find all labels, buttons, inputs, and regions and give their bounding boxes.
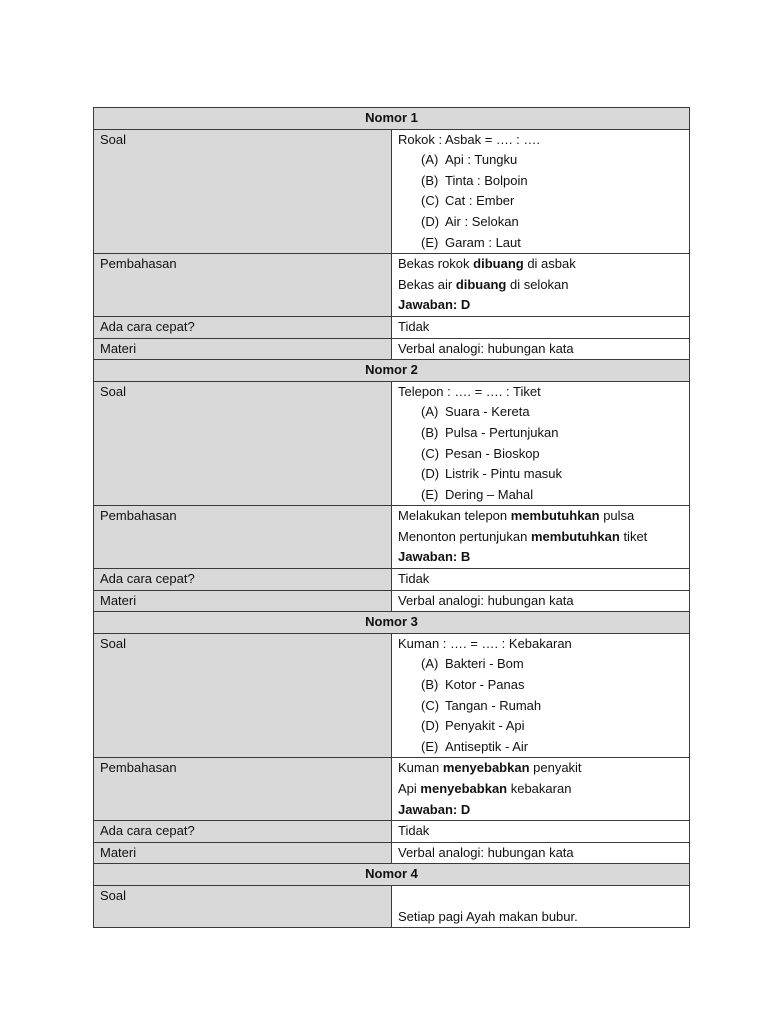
option-d	[398, 212, 683, 233]
option-text: Api : Tungku	[445, 152, 518, 168]
option-c	[398, 191, 683, 212]
question-row	[94, 129, 690, 254]
shortcut-value: Tidak	[392, 821, 690, 843]
label-pembahasan: Pembahasan	[94, 758, 392, 821]
item-header: Nomor 1	[94, 108, 690, 130]
option-letter: (B)	[421, 172, 439, 188]
shortcut-value: Tidak	[392, 316, 690, 338]
label-pembahasan: Pembahasan	[94, 506, 392, 569]
question-text: Kuman : …. = …. : Kebakaran	[398, 635, 572, 651]
shortcut-row	[94, 821, 690, 843]
explanation-pre: Kuman	[398, 760, 443, 776]
option-a	[398, 654, 683, 675]
label-soal: Soal	[94, 129, 392, 254]
option-letter: (D)	[421, 718, 440, 734]
explanation-line	[398, 779, 683, 800]
option-a	[398, 402, 683, 423]
option-c	[398, 444, 683, 465]
explanation-pre: Api	[398, 781, 421, 796]
option-letter: (B)	[421, 677, 439, 693]
item-header-row	[94, 360, 690, 382]
explanation-line	[398, 506, 683, 527]
option-a	[398, 150, 683, 171]
explanation-post: di selokan	[506, 276, 569, 292]
option-letter: (B)	[421, 424, 439, 440]
label-materi: Materi	[94, 842, 392, 864]
question-cell	[392, 381, 690, 506]
explanation-row	[94, 758, 690, 821]
explanation-keyword: dibuang	[473, 256, 524, 272]
label-cepat: Ada cara cepat?	[94, 316, 392, 338]
topic-value: Verbal analogi: hubungan kata	[392, 590, 690, 612]
option-text: Pulsa - Pertunjukan	[445, 424, 559, 440]
option-letter: (A)	[421, 152, 439, 168]
option-e	[398, 233, 683, 254]
explanation-line	[398, 275, 683, 296]
topic-row	[94, 590, 690, 612]
option-letter: (E)	[421, 738, 439, 754]
explanation-post: di asbak	[523, 256, 576, 272]
explanation-cell	[392, 254, 690, 317]
explanation-row	[94, 254, 690, 317]
option-text: Listrik - Pintu masuk	[445, 466, 563, 482]
explanation-pre: Bekas air	[398, 276, 456, 292]
topic-row	[94, 842, 690, 864]
option-letter: (E)	[421, 486, 439, 502]
question-cell	[392, 129, 690, 254]
explanation-keyword: membutuhkan	[530, 528, 620, 544]
topic-value: Verbal analogi: hubungan kata	[392, 842, 690, 864]
answer-text: Jawaban: D	[398, 801, 471, 817]
answer-text: Jawaban: B	[398, 549, 471, 565]
option-c	[398, 696, 683, 717]
option-letter: (D)	[421, 466, 440, 482]
option-letter: (A)	[421, 656, 439, 672]
shortcut-row	[94, 316, 690, 338]
explanation-post: kebakaran	[507, 781, 572, 796]
option-letter: (C)	[421, 697, 440, 713]
item-header: Nomor 2	[94, 360, 690, 382]
item-header: Nomor 3	[94, 612, 690, 634]
option-text: Tinta : Bolpoin	[445, 172, 528, 188]
option-letter: (E)	[421, 234, 439, 250]
explanation-keyword: dibuang	[455, 276, 507, 292]
explanation-post: penyakit	[529, 760, 582, 776]
option-letter: (C)	[421, 445, 440, 461]
option-d	[398, 716, 683, 737]
item-header-row	[94, 612, 690, 634]
question-table-body	[94, 108, 690, 928]
explanation-post: tiket	[619, 528, 648, 544]
question-cell	[392, 885, 690, 927]
question-row	[94, 633, 690, 758]
option-letter: (C)	[421, 193, 440, 209]
explanation-keyword: membutuhkan	[510, 508, 600, 524]
option-letter: (A)	[421, 404, 439, 420]
question-cell	[392, 633, 690, 758]
option-text: Bakteri - Bom	[445, 656, 524, 672]
question-text: Setiap pagi Ayah makan bubur.	[398, 908, 578, 924]
topic-value: Verbal analogi: hubungan kata	[392, 338, 690, 360]
blank-line	[398, 886, 683, 907]
option-b	[398, 171, 683, 192]
explanation-line	[398, 758, 683, 779]
question-row	[94, 885, 690, 927]
label-cepat: Ada cara cepat?	[94, 821, 392, 843]
label-pembahasan: Pembahasan	[94, 254, 392, 317]
topic-row	[94, 338, 690, 360]
label-soal: Soal	[94, 633, 392, 758]
option-text: Tangan - Rumah	[445, 697, 542, 713]
explanation-post: pulsa	[599, 508, 635, 524]
explanation-pre: Melakukan telepon	[398, 508, 511, 524]
option-d	[398, 464, 683, 485]
option-text: Pesan - Bioskop	[445, 445, 540, 461]
item-header: Nomor 4	[94, 864, 690, 886]
option-text: Garam : Laut	[445, 234, 521, 250]
explanation-line	[398, 254, 683, 275]
label-soal: Soal	[94, 381, 392, 506]
explanation-pre: Menonton pertunjukan	[398, 528, 531, 544]
explanation-row	[94, 506, 690, 569]
item-header-row	[94, 864, 690, 886]
option-text: Kotor - Panas	[445, 677, 525, 693]
question-text: Rokok : Asbak = …. : ….	[398, 131, 540, 147]
option-text: Suara - Kereta	[445, 404, 530, 420]
option-e	[398, 485, 683, 506]
option-text: Dering – Mahal	[445, 486, 534, 502]
option-letter: (D)	[421, 213, 440, 229]
shortcut-row	[94, 569, 690, 591]
question-table	[93, 107, 690, 928]
label-soal: Soal	[94, 885, 392, 927]
explanation-cell	[392, 758, 690, 821]
option-text: Penyakit - Api	[445, 718, 525, 734]
shortcut-value: Tidak	[392, 569, 690, 591]
question-text: Telepon : …. = …. : Tiket	[398, 383, 541, 399]
option-text: Cat : Ember	[445, 193, 515, 209]
option-text: Air : Selokan	[445, 213, 519, 229]
option-e	[398, 737, 683, 758]
explanation-keyword: menyebabkan	[420, 781, 508, 796]
answer-text: Jawaban: D	[398, 297, 471, 313]
explanation-cell	[392, 506, 690, 569]
option-b	[398, 423, 683, 444]
question-row	[94, 381, 690, 506]
explanation-keyword: menyebabkan	[442, 760, 530, 776]
option-text: Antiseptik - Air	[445, 738, 529, 754]
label-materi: Materi	[94, 590, 392, 612]
explanation-pre: Bekas rokok	[398, 256, 474, 272]
option-b	[398, 675, 683, 696]
explanation-line	[398, 527, 683, 548]
item-header-row	[94, 108, 690, 130]
label-cepat: Ada cara cepat?	[94, 569, 392, 591]
label-materi: Materi	[94, 338, 392, 360]
